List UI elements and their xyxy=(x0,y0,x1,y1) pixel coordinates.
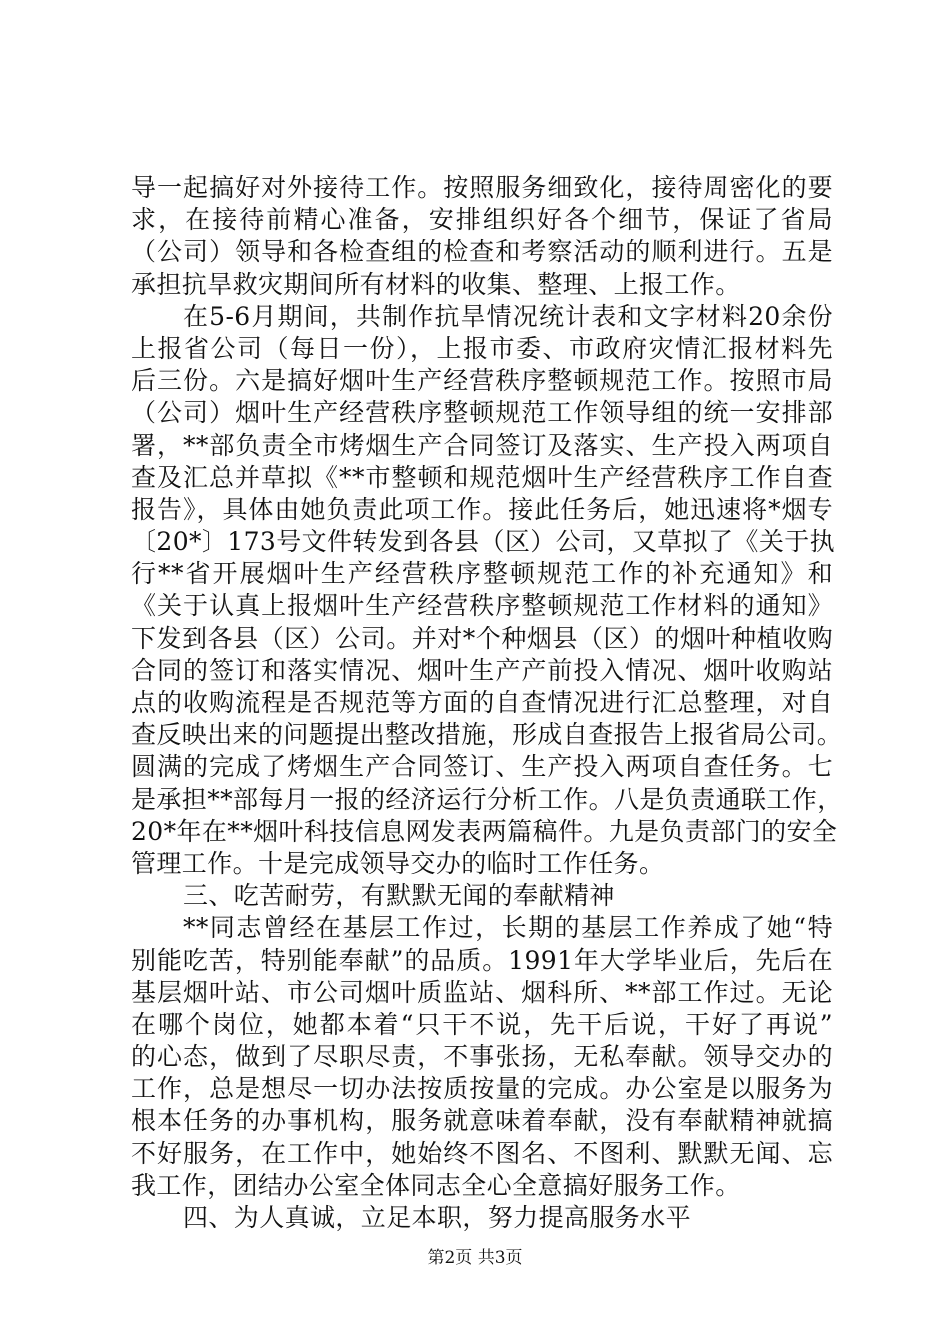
body-line: 是承担**部每月一报的经济运行分析工作。八是负责通联工作， xyxy=(131,784,843,814)
body-line: 管理工作。十是完成领导交办的临时工作任务。 xyxy=(131,848,665,878)
body-line: 报告》，具体由她负责此项工作。接此任务后，她迅速将*烟专 xyxy=(131,494,833,524)
section-heading: 三、吃苦耐劳，有默默无闻的奉献精神 xyxy=(183,881,615,911)
body-line: 合同的签订和落实情况、烟叶生产产前投入情况、烟叶收购站 xyxy=(131,655,833,685)
body-line: 上报省公司（每日一份），上报市委、市政府灾情汇报材料先 xyxy=(131,333,833,363)
body-line: 工作，总是想尽一切办法按质按量的完成。办公室是以服务为 xyxy=(131,1074,833,1104)
body-line: 在哪个岗位，她都本着“只干不说，先干后说，干好了再说” xyxy=(131,1009,833,1039)
body-line: 行**省开展烟叶生产经营秩序整顿规范工作的补充通知》和 xyxy=(131,559,833,589)
body-line: 〔20*〕173号文件转发到各县（区）公司，又草拟了《关于执 xyxy=(131,527,836,557)
body-line: 查反映出来的问题提出整改措施，形成自查报告上报省局公司。 xyxy=(131,720,843,750)
paragraph-start-line: 在5-6月期间，共制作抗旱情况统计表和文字材料20余份 xyxy=(183,301,833,331)
body-line: （公司）领导和各检查组的检查和考察活动的顺利进行。五是 xyxy=(131,237,833,267)
paragraph-start-line: **同志曾经在基层工作过，长期的基层工作养成了她“特 xyxy=(183,913,833,943)
body-line: 承担抗旱救灾期间所有材料的收集、整理、上报工作。 xyxy=(131,269,741,299)
body-line: 求，在接待前精心准备，安排组织好各个细节，保证了省局 xyxy=(131,205,833,235)
body-line: 根本任务的办事机构，服务就意味着奉献，没有奉献精神就搞 xyxy=(131,1106,833,1136)
body-line: 查及汇总并草拟《**市整顿和规范烟叶生产经营秩序工作自查 xyxy=(131,462,833,492)
body-line: 点的收购流程是否规范等方面的自查情况进行汇总整理，对自 xyxy=(131,688,833,717)
body-line: 基层烟叶站、市公司烟叶质监站、烟科所、**部工作过。无论 xyxy=(131,977,833,1007)
body-line: 《关于认真上报烟叶生产经营秩序整顿规范工作材料的通知》 xyxy=(131,591,833,621)
body-line: 圆满的完成了烤烟生产合同签订、生产投入两项自查任务。七 xyxy=(131,752,833,782)
section-heading: 四、为人真诚，立足本职，努力提高服务水平 xyxy=(183,1203,692,1232)
body-line: 别能吃苦，特别能奉献”的品质。1991年大学毕业后，先后在 xyxy=(131,945,833,975)
body-line: 的心态，做到了尽职尽责，不事张扬，无私奉献。领导交办的 xyxy=(131,1042,833,1072)
body-line: 20*年在**烟叶科技信息网发表两篇稿件。九是负责部门的安全 xyxy=(131,816,838,846)
body-line: 导一起搞好对外接待工作。按照服务细致化，接待周密化的要 xyxy=(131,173,833,202)
page-footer: 第2页 共3页 xyxy=(427,1248,523,1268)
body-line: 后三份。六是搞好烟叶生产经营秩序整顿规范工作。按照市局 xyxy=(131,366,833,396)
body-line: 我工作，团结办公室全体同志全心全意搞好服务工作。 xyxy=(131,1170,741,1200)
body-line: 下发到各县（区）公司。并对*个种烟县（区）的烟叶种植收购 xyxy=(131,623,833,653)
body-line: 不好服务，在工作中，她始终不图名、不图利、默默无闻、忘 xyxy=(131,1138,833,1168)
body-line: 署，**部负责全市烤烟生产合同签订及落实、生产投入两项自 xyxy=(131,430,833,460)
body-line: （公司）烟叶生产经营秩序整顿规范工作领导组的统一安排部 xyxy=(131,398,833,428)
document-body xyxy=(131,172,843,1234)
